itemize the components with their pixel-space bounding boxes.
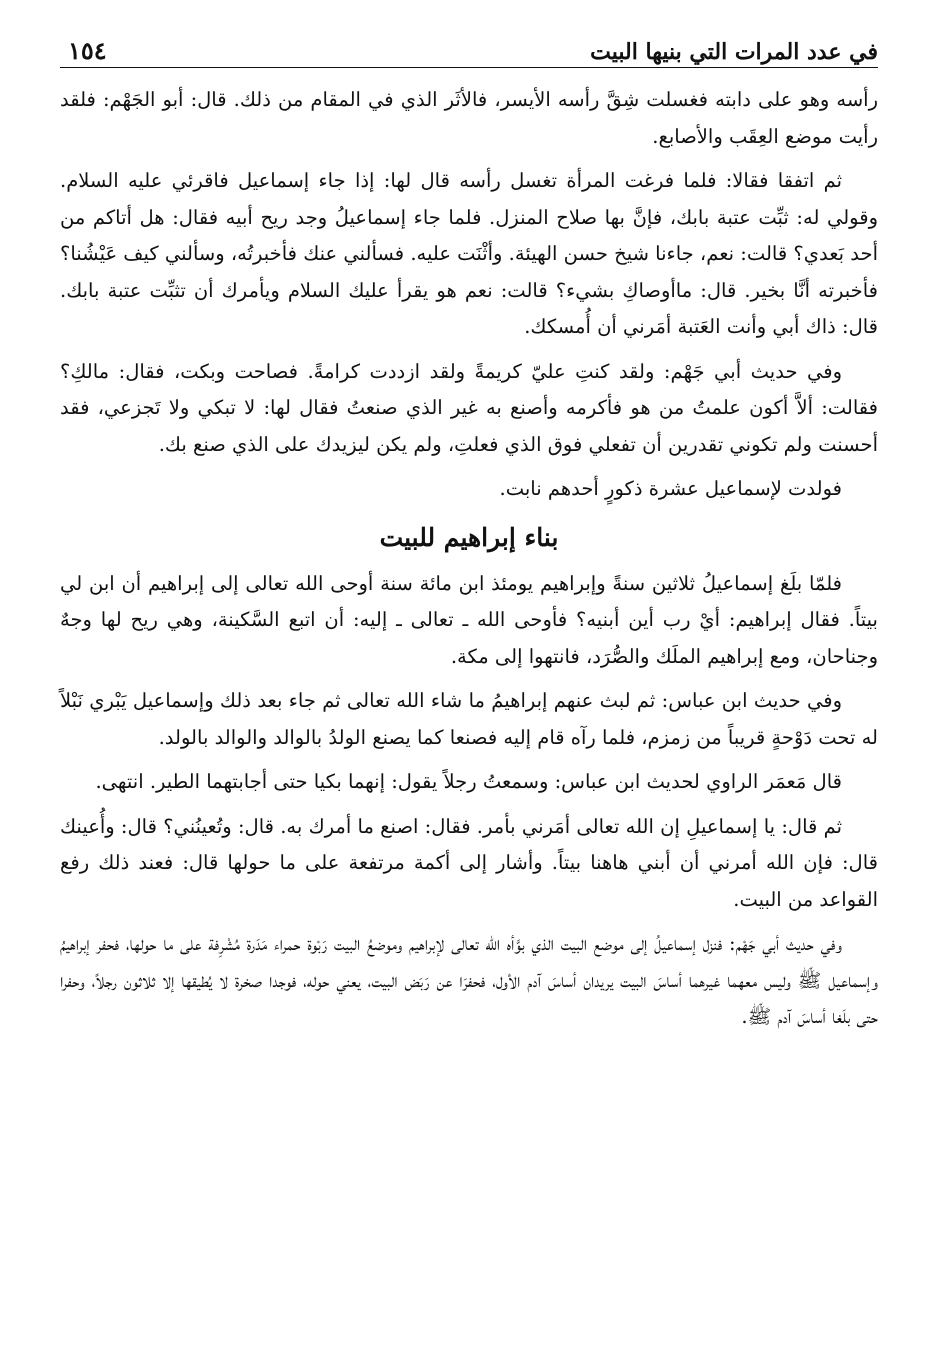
paragraph: قال مَعمَر الراوي لحديث ابن عباس: وسمعتُ رجلاً يقول: إنهما بكيا حتى أجابتهما الطير. انتهى. — [95, 770, 842, 793]
paragraph: ثم اتفقا فقالا: فلما فرغت المرأة تغسل رأسه قال لها: إذا جاء إسماعيل فاقرئي عليه السلام. وقولي له: ثبِّت عتبة بابك، فإنَّ بها صلاح المنزل. فلما جاء إسماعيلُ وجد ريح أبيه فقال: هل أتاكم من أحد بَعدي؟ قالت: نعم، جاءنا شيخ حسن الهيئة. وأثْنَت عليه. فسألني عنك فأخبرتُه، وسألني كيف عَيْشُنا؟ فأخبرته أنَّا بخير. قال: ماأوصاكِ بشيء؟ قالت: نعم هو يقرأ عليك السلام ويأمرك أن تثبِّت عتبة بابك. قال: ذاك أبي وأنت العَتبة أمَرني أن أُمسكك. — [60, 169, 878, 338]
paragraph: وفي حديث ابن عباس: ثم لبث عنهم إبراهيمُ ما شاء الله تعالى ثم جاء بعد ذلك وإسماعيل يَبْري نَبْلاً له تحت دَوْحةٍ قريباً من زمزم، فلما رآه قام إليه فصنعا كما يصنع الولدُ بالوالد والوالد بالولد. — [60, 689, 878, 749]
paragraph: وفي حديث أبي جَهْم: فنزل إسماعيلُ إلى موضع البيت الذي بوَّأه الله تعالى لإبراهيم وموضعُ البيت رَبْوة حمراء مَدَرة مُشْرِفة على ما حولها، فحفر إبراهيمُ وإسماعيل ﷺ وليس معهما غيرهما أساسَ البيت يريدان أساسَ آدم الأول، فحفرَا عن رَبَض البيت، يعني حوله، فوجدا صخرة لا يُطيقها إلا ثلاثون رجلاً، وحفرا حتى بلَغا أساسَ آدم ﷺ. — [60, 932, 878, 1028]
paragraph: وفي حديث أبي جَهْم: ولقد كنتِ عليّ كريمةً ولقد ازددت كرامةً. فصاحت وبكت، فقال: مالكِ؟ فقالت: ألاَّ أكون علمتُ من هو فأكرمه وأصنع به غير الذي صنعتُ فقال لها: لا تبكي ولا تَجزعي، فقد أحسنت ولم تكوني تقدرين أن تفعلي فوق الذي فعلتِ، ولم يكن ليزيدك على الذي صنع بك. — [60, 359, 878, 456]
document-page — [60, 22, 878, 1332]
section-heading: بناء إبراهيم للبيت — [379, 522, 559, 552]
paragraph: فولدت لإسماعيل عشرة ذكورٍ أحدهم نابت. — [499, 477, 842, 500]
paragraph: رأسه وهو على دابته فغسلت شِقَّ رأسه الأيسر، فالأثَر الذي في المقام من ذلك. قال: أبو الجَهْم: فلقد رأيت موضع العِقَب والأصابع. — [60, 88, 878, 148]
running-title: في عدد المرات التي بنيها البيت — [590, 39, 878, 65]
paragraph: فلمّا بلَغ إسماعيلُ ثلاثين سنةً وإبراهيم يومئذ ابن مائة سنة أوحى الله تعالى إلى إبراهيم أن ابن لي بيتاً. فقال إبراهيم: أيْ رب أين أبنيه؟ فأوحى الله ـ تعالى ـ إليه: أن اتبع السَّكينة، وهي ريح لها وجهٌ وجناحان، ومع إبراهيم الملَك والصُّرَد، فانتهوا إلى مكة. — [60, 571, 878, 668]
page-number: ١٥٤ — [68, 36, 107, 65]
page-header — [60, 22, 878, 68]
page-body — [60, 82, 878, 1036]
paragraph: ثم قال: يا إسماعيلِ إن الله تعالى أمَرني بأمر. فقال: اصنع ما أمرك به. قال: وتُعينُني؟ قال: وأُعينك قال: فإن الله أمرني أن أبني هاهنا بيتاً. وأشار إلى أكمة مرتفعة على ما حولها قال: فعند ذلك رفع القواعد من البيت. — [60, 814, 878, 911]
